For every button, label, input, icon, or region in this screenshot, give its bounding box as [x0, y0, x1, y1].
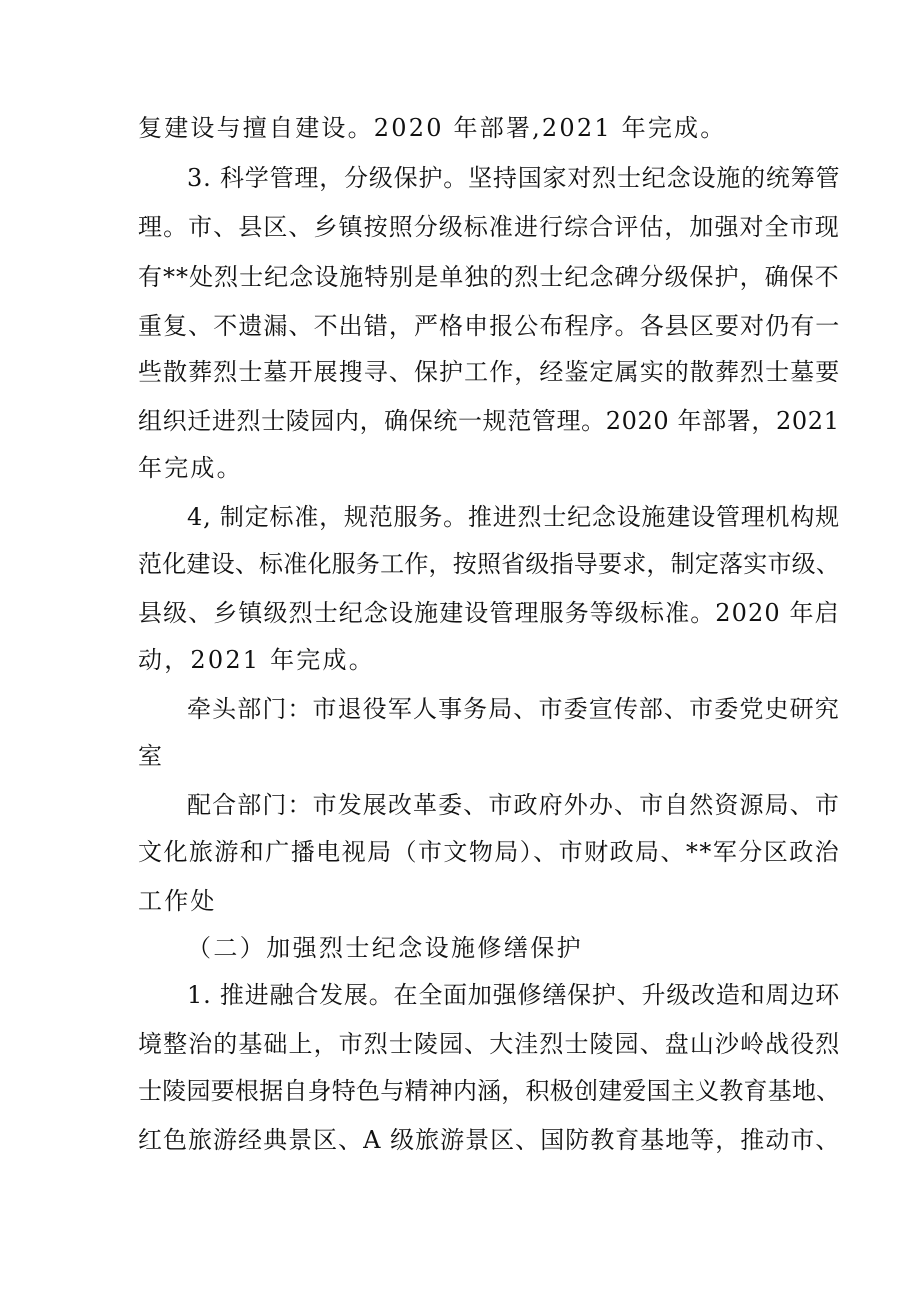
paragraph-heading-1: 1. 推进融合发展。在全面加强修缮保护、升级改造和周边环 [187, 981, 840, 1009]
text-line: 室 [138, 742, 165, 770]
text-line: 复建设与擅自建设。2020 年部署,2021 年完成。 [138, 114, 727, 142]
text-line: 文化旅游和广播电视局（市文物局）、市财政局、**军分区政治 [138, 838, 841, 866]
paragraph-heading-3: 3. 科学管理，分级保护。坚持国家对烈士纪念设施的统筹管 [187, 164, 841, 192]
lead-departments: 牵头部门：市退役军人事务局、市委宣传部、市委党史研究 [187, 695, 840, 723]
text-line: 士陵园要根据自身特色与精神内涵，积极创建爱国主义教育基地、 [138, 1077, 841, 1105]
text-line: 理。市、县区、乡镇按照分级标准进行综合评估，加强对全市现 [138, 213, 840, 241]
text-line: 境整治的基础上，市烈士陵园、大洼烈士陵园、盘山沙岭战役烈 [138, 1030, 841, 1058]
text-line: 年完成。 [138, 454, 243, 482]
text-line: 县级、乡镇级烈士纪念设施建设管理服务等级标准。2020 年启 [138, 599, 840, 627]
text-line: 些散葬烈士墓开展搜寻、保护工作，经鉴定属实的散葬烈士墓要 [138, 358, 841, 386]
text-line: 有**处烈士纪念设施特别是单独的烈士纪念碑分级保护，确保不 [138, 263, 840, 291]
section-heading: （二）加强烈士纪念设施修缮保护 [187, 934, 583, 962]
paragraph-heading-4: 4, 制定标准，规范服务。推进烈士纪念设施建设管理机构规 [187, 503, 840, 531]
text-line: 工作处 [138, 887, 217, 915]
text-line: 组织迁进烈士陵园内，确保统一规范管理。2020 年部署，2021 [138, 407, 840, 435]
text-line: 红色旅游经典景区、A 级旅游景区、国防教育基地等，推动市、 [138, 1126, 841, 1154]
supporting-departments: 配合部门：市发展改革委、市政府外办、市自然资源局、市 [187, 791, 840, 819]
text-line: 动，2021 年完成。 [138, 646, 375, 674]
text-line: 重复、不遗漏、不出错，严格申报公布程序。各县区要对仍有一 [138, 312, 841, 340]
text-line: 范化建设、标准化服务工作，按照省级指导要求，制定落实市级、 [138, 550, 841, 578]
